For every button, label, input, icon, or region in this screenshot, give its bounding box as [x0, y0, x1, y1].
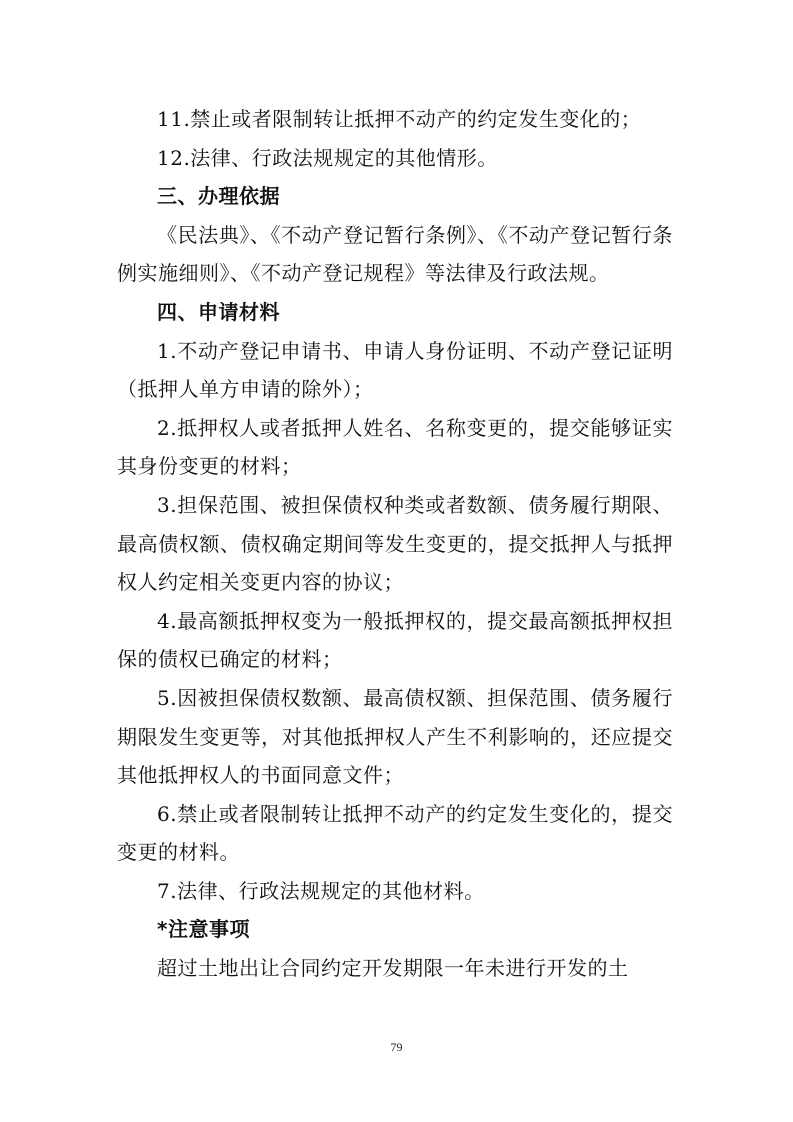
- paragraph: 《民法典》、《不动产登记暂行条例》、《不动产登记暂行条例实施细则》、《不动产登记规程》等法律及行政法规。: [117, 222, 673, 286]
- list-item: 6.禁止或者限制转让抵押不动产的约定发生变化的，提交变更的材料。: [117, 801, 673, 865]
- list-item: 2.抵押权人或者抵押人姓名、名称变更的，提交能够证实其身份变更的材料；: [117, 415, 673, 479]
- page-number: 79: [390, 1040, 403, 1054]
- list-item: 3.担保范围、被担保债权种类或者数额、债务履行期限、最高债权额、债权确定期间等发生变更的，提交抵押人与抵押权人约定相关变更内容的协议；: [117, 492, 673, 595]
- section-heading-notes: *注意事项: [157, 917, 250, 942]
- list-item: 5.因被担保债权数额、最高债权额、担保范围、债务履行期限发生变更等，对其他抵押权人产生不利影响的，还应提交其他抵押权人的书面同意文件；: [117, 685, 673, 788]
- section-heading-materials: 四、申请材料: [157, 299, 280, 324]
- list-item: 7.法律、行政法规规定的其他材料。: [157, 878, 485, 903]
- list-item: 4.最高额抵押权变为一般抵押权的，提交最高额抵押权担保的债权已确定的材料；: [117, 608, 673, 672]
- paragraph: 超过土地出让合同约定开发期限一年未进行开发的土: [157, 956, 629, 981]
- list-item: 11.禁止或者限制转让抵押不动产的约定发生变化的；: [157, 107, 642, 131]
- section-heading-basis: 三、办理依据: [157, 184, 280, 209]
- document-body: [117, 100, 673, 988]
- list-item: 1.不动产登记申请书、申请人身份证明、不动产登记证明（抵押人单方申请的除外）；: [117, 338, 673, 402]
- list-item: 12.法律、行政法规规定的其他情形。: [157, 145, 498, 170]
